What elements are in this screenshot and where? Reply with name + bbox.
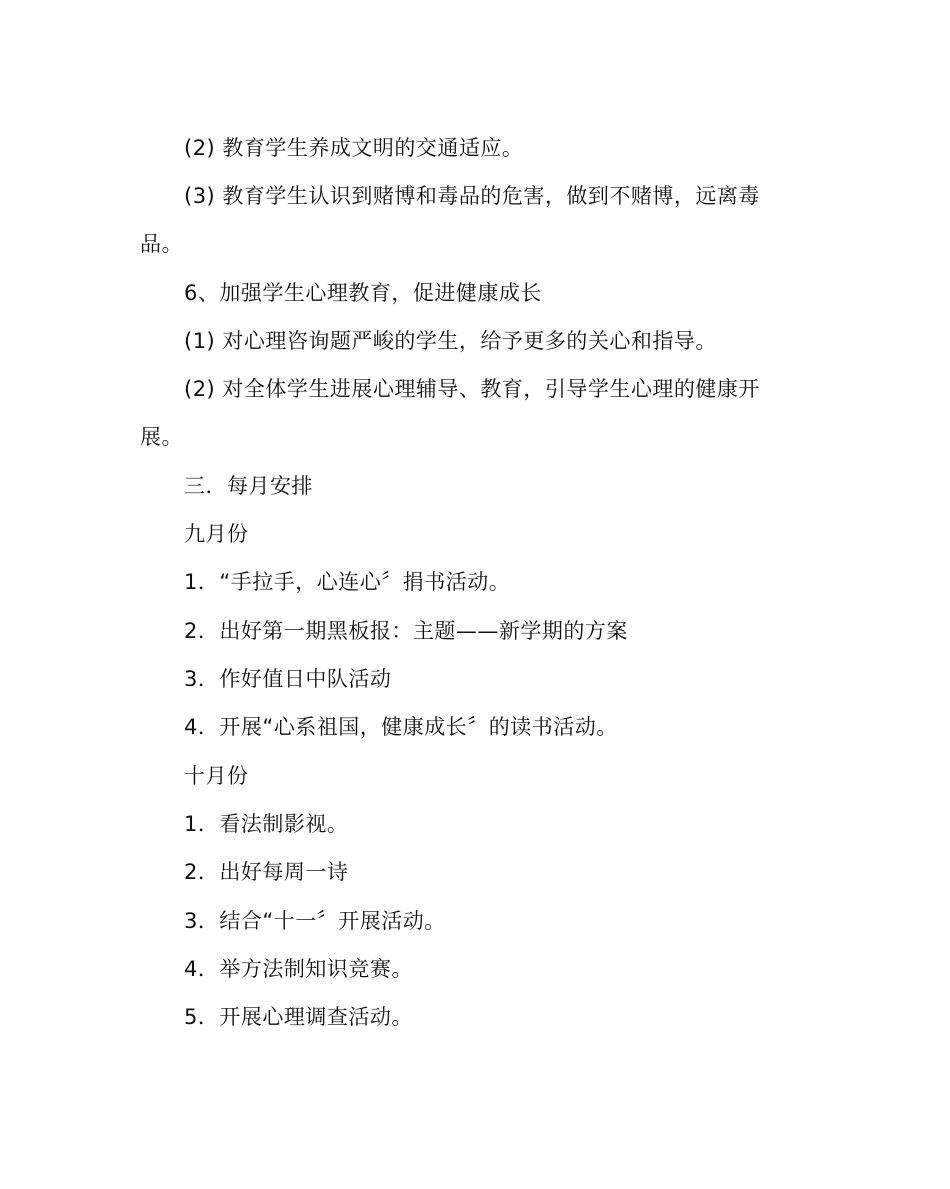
list-item-oct-1: 1．看法制影视。 [184, 812, 349, 836]
heading-psych-education: 6、加强学生心理教育，促进健康成长 [184, 281, 542, 305]
heading-monthly-schedule: 三．每月安排 [184, 474, 313, 498]
list-item-sep-2: 2．出好第一期黑板报：主题——新学期的方案 [184, 619, 628, 643]
paragraph-traffic-habits: (2) 教育学生养成文明的交通适应。 [184, 136, 524, 160]
paragraph-group-guidance-cont: 展。 [140, 425, 183, 449]
list-item-oct-3: 3．结合“十一〞开展活动。 [184, 909, 446, 933]
paragraph-counseling: (1) 对心理咨询题严峻的学生，给予更多的关心和指导。 [184, 329, 717, 353]
paragraph-gambling-drugs-cont: 品。 [140, 232, 183, 256]
list-item-oct-5: 5．开展心理调查活动。 [184, 1005, 413, 1029]
list-item-sep-4: 4．开展“心系祖国，健康成长〞的读书活动。 [184, 715, 618, 739]
heading-october: 十月份 [184, 764, 249, 788]
list-item-oct-2: 2．出好每周一诗 [184, 860, 349, 884]
list-item-sep-3: 3．作好值日中队活动 [184, 667, 392, 691]
heading-september: 九月份 [184, 522, 249, 546]
list-item-oct-4: 4．举方法制知识竞赛。 [184, 957, 413, 981]
list-item-sep-1: 1．“手拉手，心连心〞捐书活动。 [184, 570, 511, 594]
paragraph-gambling-drugs: (3) 教育学生认识到赌博和毒品的危害，做到不赌博，远离毒 [184, 184, 760, 208]
paragraph-group-guidance: (2) 对全体学生进展心理辅导、教育，引导学生心理的健康开 [184, 377, 760, 401]
